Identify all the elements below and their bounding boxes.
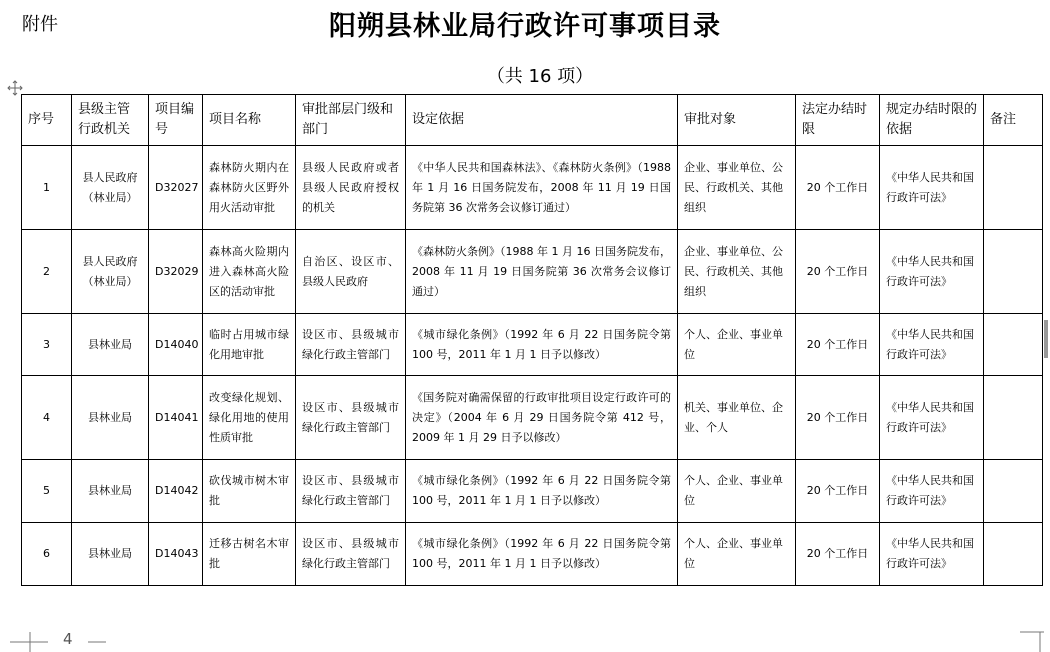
cell-name: 改变绿化规划、绿化用地的使用性质审批	[203, 376, 296, 460]
cell-basis: 《城市绿化条例》（1992 年 6 月 22 日国务院令第 100 号，2011 年 1 月 1 日予以修改）	[406, 523, 678, 586]
cell-no: 1	[22, 146, 72, 230]
table-row	[22, 146, 1043, 230]
cell-agency: 县人民政府（林业局）	[72, 230, 149, 314]
cell-name: 迁移古树名木审批	[203, 523, 296, 586]
cell-basis: 《城市绿化条例》（1992 年 6 月 22 日国务院令第 100 号，2011 年 1 月 1 日予以修改）	[406, 460, 678, 523]
cell-limit-basis: 《中华人民共和国行政许可法》	[880, 230, 984, 314]
cell-limit: 20 个工作日	[796, 314, 880, 376]
header-cell: 审批部层门级和部门	[296, 95, 406, 146]
header-cell: 县级主管行政机关	[72, 95, 149, 146]
cell-code: D32029	[149, 230, 203, 314]
cell-agency: 县林业局	[72, 376, 149, 460]
cell-limit-basis: 《中华人民共和国行政许可法》	[880, 376, 984, 460]
item-count: （共 16 项）	[486, 66, 594, 87]
cell-target: 个人、企业、事业单位	[678, 523, 796, 586]
cell-limit: 20 个工作日	[796, 460, 880, 523]
cell-dept: 设区市、县级城市绿化行政主管部门	[296, 314, 406, 376]
page-number: 4	[63, 630, 73, 648]
cell-note	[984, 523, 1043, 586]
cell-note	[984, 314, 1043, 376]
cell-code: D14042	[149, 460, 203, 523]
cell-dept: 设区市、县级城市绿化行政主管部门	[296, 523, 406, 586]
cell-basis: 《森林防火条例》（1988 年 1 月 16 日国务院发布，2008 年 11 月 19 日国务院第 36 次常务会议修订通过）	[406, 230, 678, 314]
cell-target: 企业、事业单位、公民、行政机关、其他组织	[678, 230, 796, 314]
cell-code: D32027	[149, 146, 203, 230]
cell-target: 企业、事业单位、公民、行政机关、其他组织	[678, 146, 796, 230]
scrollbar-thumb[interactable]	[1044, 320, 1048, 358]
ruler-lines	[0, 630, 1050, 652]
cell-note	[984, 146, 1043, 230]
page-title: 阳朔县林业局行政许可事项目录	[329, 11, 721, 42]
cell-code: D14040	[149, 314, 203, 376]
cell-limit-basis: 《中华人民共和国行政许可法》	[880, 314, 984, 376]
cell-target: 个人、企业、事业单位	[678, 314, 796, 376]
cell-target: 个人、企业、事业单位	[678, 460, 796, 523]
cell-agency: 县林业局	[72, 314, 149, 376]
header-cell: 项目名称	[203, 95, 296, 146]
cell-code: D14043	[149, 523, 203, 586]
cell-no: 3	[22, 314, 72, 376]
cell-agency: 县林业局	[72, 460, 149, 523]
cell-basis: 《中华人民共和国森林法》、《森林防火条例》（1988 年 1 月 16 日国务院发布，2008 年 11 月 19 日国务院第 36 次常务会议修订通过）	[406, 146, 678, 230]
cell-name: 临时占用城市绿化用地审批	[203, 314, 296, 376]
header-cell: 审批对象	[678, 95, 796, 146]
header-cell: 设定依据	[406, 95, 678, 146]
cell-dept: 设区市、县级城市绿化行政主管部门	[296, 376, 406, 460]
table-header-row	[22, 95, 1043, 146]
cell-basis: 《国务院对确需保留的行政审批项目设定行政许可的决定》（2004 年 6 月 29 日国务院令第 412 号，2009 年 1 月 29 日予以修改）	[406, 376, 678, 460]
table-row	[22, 376, 1043, 460]
cell-limit: 20 个工作日	[796, 230, 880, 314]
table-row	[22, 523, 1043, 586]
cell-note	[984, 376, 1043, 460]
table-row	[22, 230, 1043, 314]
header-cell: 序号	[22, 95, 72, 146]
table-row	[22, 314, 1043, 376]
cell-no: 2	[22, 230, 72, 314]
cell-name: 森林防火期内在森林防火区野外用火活动审批	[203, 146, 296, 230]
cell-limit: 20 个工作日	[796, 523, 880, 586]
cell-limit-basis: 《中华人民共和国行政许可法》	[880, 460, 984, 523]
header-cell: 法定办结时限	[796, 95, 880, 146]
page-footer-ruler	[0, 630, 1050, 652]
cell-note	[984, 230, 1043, 314]
cell-basis: 《城市绿化条例》（1992 年 6 月 22 日国务院令第 100 号，2011 年 1 月 1 日予以修改）	[406, 314, 678, 376]
cell-no: 6	[22, 523, 72, 586]
cell-limit: 20 个工作日	[796, 146, 880, 230]
cell-name: 砍伐城市树木审批	[203, 460, 296, 523]
header-cell: 备注	[984, 95, 1043, 146]
cell-name: 森林高火险期内进入森林高火险区的活动审批	[203, 230, 296, 314]
permit-table	[21, 94, 1043, 586]
cell-target: 机关、事业单位、企业、个人	[678, 376, 796, 460]
cell-dept: 自治区、设区市、县级人民政府	[296, 230, 406, 314]
header-cell: 规定办结时限的依据	[880, 95, 984, 146]
cell-dept: 县级人民政府或者县级人民政府授权的机关	[296, 146, 406, 230]
table-row	[22, 460, 1043, 523]
cell-note	[984, 460, 1043, 523]
cell-no: 4	[22, 376, 72, 460]
cell-limit-basis: 《中华人民共和国行政许可法》	[880, 523, 984, 586]
cell-code: D14041	[149, 376, 203, 460]
header-cell: 项目编号	[149, 95, 203, 146]
cell-dept: 设区市、县级城市绿化行政主管部门	[296, 460, 406, 523]
attachment-label: 附件	[22, 14, 58, 35]
cell-no: 5	[22, 460, 72, 523]
cell-agency: 县人民政府（林业局）	[72, 146, 149, 230]
cell-limit: 20 个工作日	[796, 376, 880, 460]
cell-limit-basis: 《中华人民共和国行政许可法》	[880, 146, 984, 230]
cell-agency: 县林业局	[72, 523, 149, 586]
